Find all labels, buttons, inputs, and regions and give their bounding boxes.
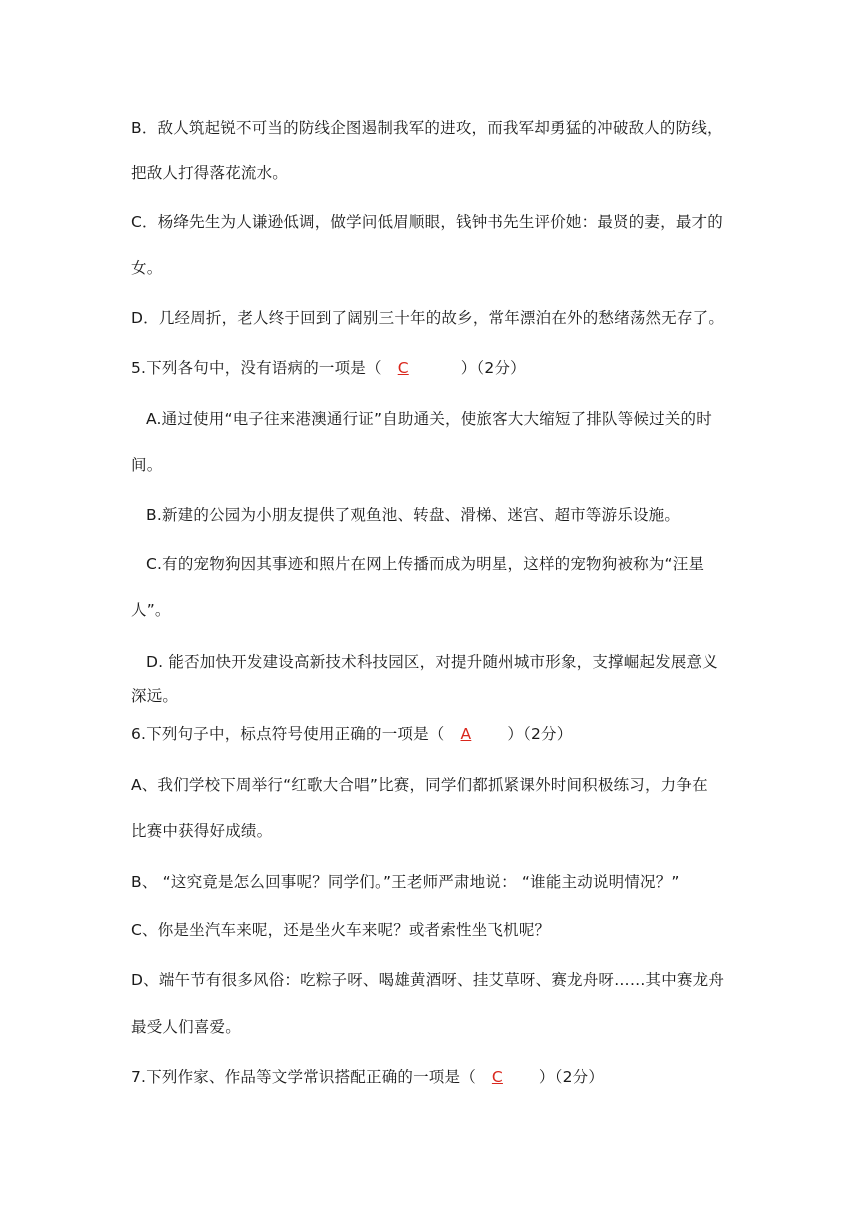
question-7-prefix: 7.下列作家、作品等文学常识搭配正确的一项是（ xyxy=(131,1068,476,1086)
q5-option-d-label: D. xyxy=(146,653,164,671)
question-6-answer: A xyxy=(460,725,472,743)
q5-option-c-line-1: C.有的宠物狗因其事迹和照片在网上传播而成为明星，这样的宠物狗被称为“汪星 xyxy=(146,555,705,573)
q6-option-a-line-2: 比赛中获得好成绩。 xyxy=(131,822,273,840)
q6-option-b: B、 “这究竟是怎么回事呢？同学们。”王老师严肃地说： “谁能主动说明情况？” xyxy=(131,873,680,891)
option-c-text-b: 钱钟书先生评价她：最贤的妻，最才的 xyxy=(456,213,723,231)
question-5-stem xyxy=(131,358,526,378)
q5-option-d-line-1 xyxy=(146,652,718,672)
q5-option-a-line-1: A.通过使用“电子往来港澳通行证”自助通关，使旅客大大缩短了排队等候过关的时 xyxy=(146,410,712,428)
q5-option-d-line-2: 深远。 xyxy=(131,687,179,705)
question-6-prefix: 6.下列句子中，标点符号使用正确的一项是（ xyxy=(131,725,445,743)
q5-option-a-line-2: 间。 xyxy=(131,456,163,474)
q5-option-d-text-d: 随州 xyxy=(482,653,514,671)
option-c-line-2: 女。 xyxy=(131,259,163,277)
question-5-suffix: ）（2分） xyxy=(460,359,526,377)
q6-option-d-line-2: 最受人们喜爱。 xyxy=(131,1018,241,1036)
question-7-answer: C xyxy=(491,1068,503,1086)
q5-option-c-line-2: 人”。 xyxy=(131,601,171,619)
q6-option-c: C、你是坐汽车来呢，还是坐火车来呢？或者索性坐飞机呢？ xyxy=(131,921,551,939)
q5-option-d-text-c: ，对提升 xyxy=(419,653,483,671)
q5-option-d-text-b: 高新技术科技园区 xyxy=(294,653,420,671)
question-5-answer: C xyxy=(397,359,409,377)
option-b-line-2: 把敌人打得落花流水。 xyxy=(131,164,289,182)
option-c-line-1 xyxy=(131,212,723,232)
question-6-suffix: ）（2分） xyxy=(507,725,573,743)
q5-option-b: B.新建的公园为小朋友提供了观鱼池、转盘、滑梯、迷宫、超市等游乐设施。 xyxy=(146,506,681,524)
question-7-suffix: ）（2分） xyxy=(538,1068,605,1086)
option-d-text-a: D．几经周折，老人终于回到了阔别三十年的故乡，常年漂泊在外的愁绪 xyxy=(131,309,630,327)
option-d-line-1 xyxy=(131,308,724,328)
question-5-prefix: 5.下列各句中，没有语病的一项是（ xyxy=(131,359,382,377)
question-6-stem xyxy=(131,724,572,744)
q6-option-a-line-1: A、我们学校下周举行“红歌大合唱”比赛，同学们都抓紧课外时间积极练习，力争在 xyxy=(131,776,708,794)
option-b-line-1: B．敌人筑起锐不可当的防线企图遏制我军的进攻，而我军却勇猛的冲破敌人的防线， xyxy=(131,119,723,137)
q5-option-d-text-a: 能否加快开发建设 xyxy=(168,653,295,671)
q6-option-d-line-1: D、端午节有很多风俗：吃粽子呀、喝雄黄酒呀、挂艾草呀、赛龙舟呀……其中赛龙舟 xyxy=(131,971,725,989)
question-7-stem xyxy=(131,1067,604,1087)
q5-option-d-text-e: 城市形象，支撑崛起发展意义 xyxy=(513,653,718,671)
option-d-text-b: 荡然无存了。 xyxy=(629,309,725,327)
option-c-text-a: C．杨绛先生为人谦逊低调，做学问低眉顺眼， xyxy=(131,213,457,231)
